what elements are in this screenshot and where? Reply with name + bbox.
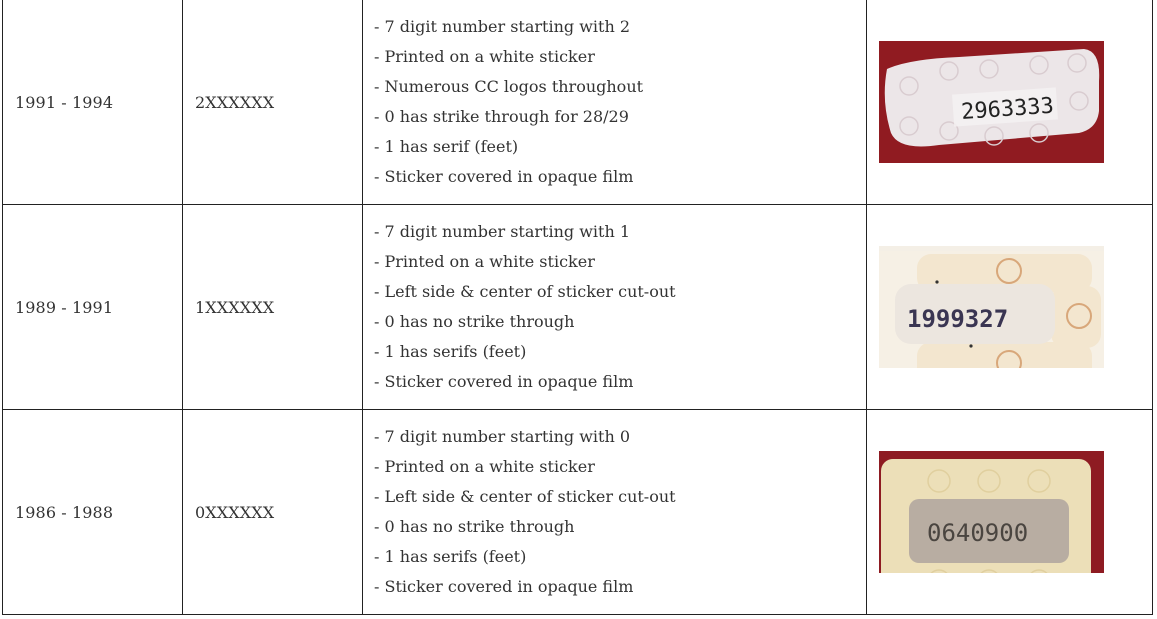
feature-item: - Left side & center of sticker cut-out: [374, 282, 676, 301]
sticker-number: 1999327: [907, 305, 1009, 333]
sticker-photo: [879, 451, 1104, 573]
serial-format-cell: 2XXXXXX: [183, 0, 363, 205]
features-list: [374, 422, 866, 602]
feature-item: - 0 has strike through for 28/29: [374, 107, 629, 126]
sticker-photo: [879, 41, 1104, 163]
feature-item: - Sticker covered in opaque film: [374, 167, 634, 186]
feature-item: - Printed on a white sticker: [374, 252, 595, 271]
sticker-number: 2963333: [960, 93, 1055, 126]
photo-cell: [867, 0, 1153, 205]
feature-item: - 7 digit number starting with 2: [374, 17, 631, 36]
features-cell: [363, 205, 867, 410]
feature-item: - Printed on a white sticker: [374, 47, 595, 66]
feature-item: - 1 has serif (feet): [374, 137, 519, 156]
sticker-number: 0640900: [927, 519, 1029, 547]
feature-item: - Printed on a white sticker: [374, 457, 595, 476]
feature-item: - 7 digit number starting with 1: [374, 222, 631, 241]
features-list: [374, 217, 866, 397]
feature-item: - Sticker covered in opaque film: [374, 372, 634, 391]
years-cell: 1989 - 1991: [3, 205, 183, 410]
table-row: [3, 410, 1153, 615]
serial-format-cell: 0XXXXXX: [183, 410, 363, 615]
feature-item: - 1 has serifs (feet): [374, 342, 527, 361]
photo-cell: [867, 205, 1153, 410]
years-cell: 1991 - 1994: [3, 0, 183, 205]
feature-item: - Sticker covered in opaque film: [374, 577, 634, 596]
feature-item: - Numerous CC logos throughout: [374, 77, 644, 96]
table-row: [3, 205, 1153, 410]
photo-cell: [867, 410, 1153, 615]
years-cell: 1986 - 1988: [3, 410, 183, 615]
feature-item: - 0 has no strike through: [374, 312, 575, 331]
features-cell: [363, 0, 867, 205]
table-row: [3, 0, 1153, 205]
feature-item: - 0 has no strike through: [374, 517, 575, 536]
serial-number-table: [2, 0, 1153, 615]
sticker-photo: [879, 246, 1104, 368]
feature-item: - 1 has serifs (feet): [374, 547, 527, 566]
serial-format-cell: 1XXXXXX: [183, 205, 363, 410]
feature-item: - Left side & center of sticker cut-out: [374, 487, 676, 506]
feature-item: - 7 digit number starting with 0: [374, 427, 631, 446]
features-list: [374, 12, 866, 192]
features-cell: [363, 410, 867, 615]
